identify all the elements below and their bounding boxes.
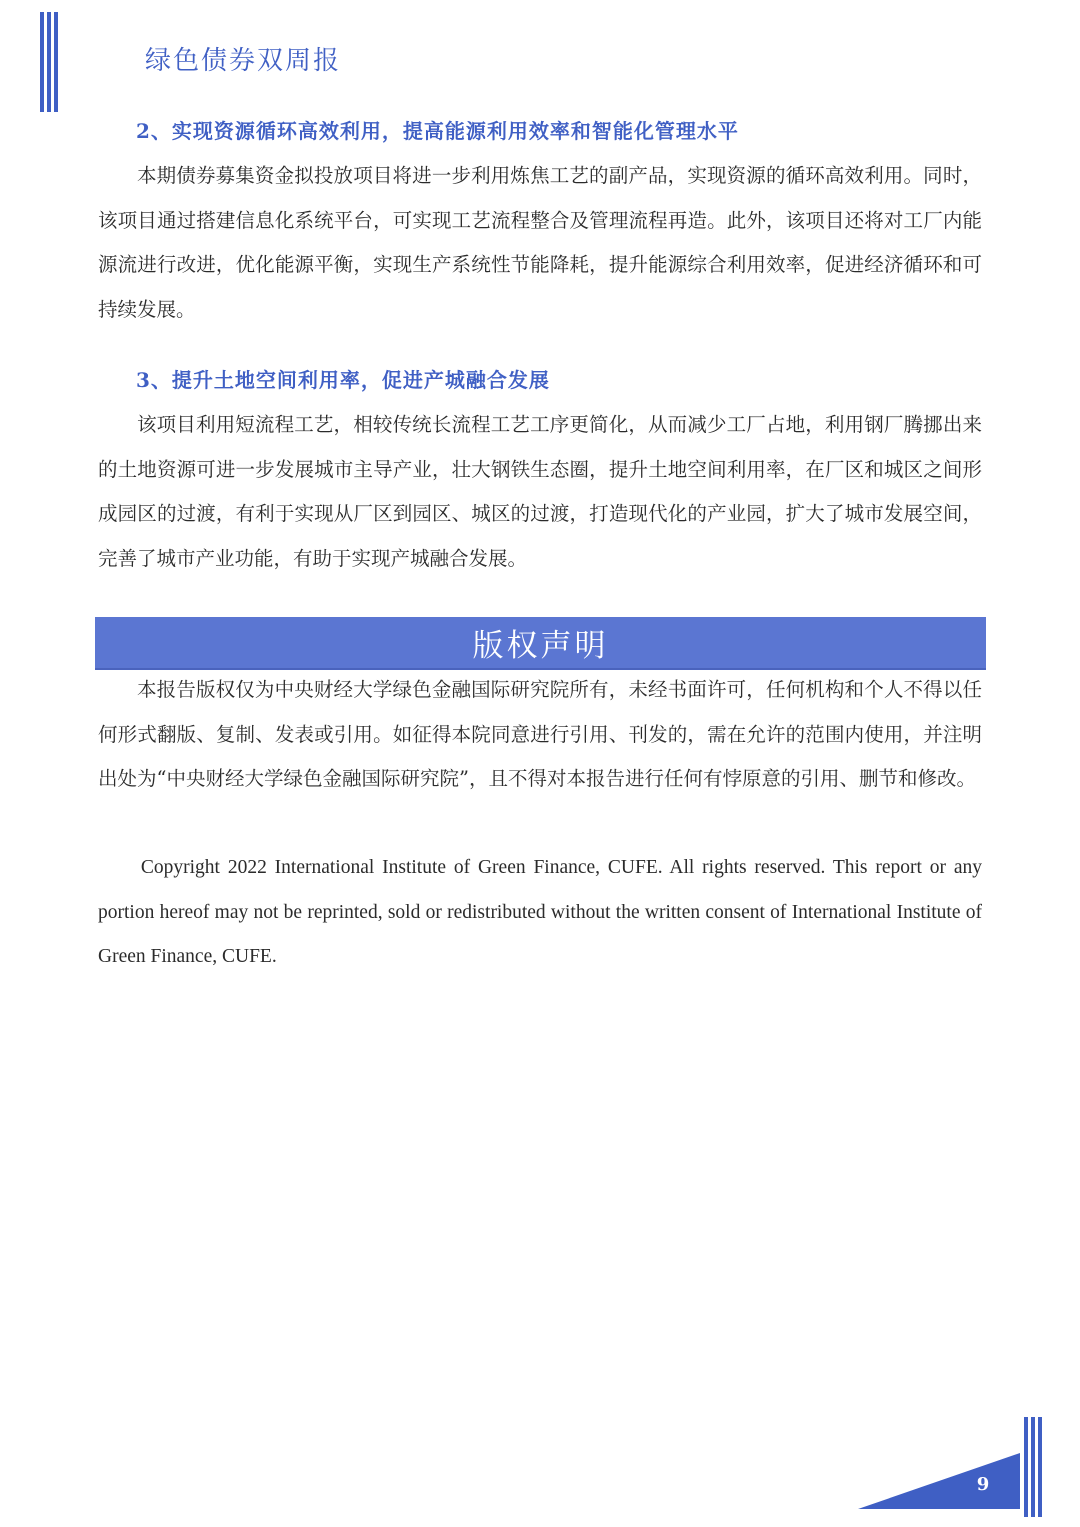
copyright-banner-title: 版权声明	[472, 628, 609, 664]
copyright-statement-en: Copyright 2022 International Institute of Green Finance, CUFE. All rights reserved. This report or any portion hereof may not be reprinted, sold or redistributed without the written consent of International Institute of Green Finance, CUFE.	[98, 857, 982, 967]
footer-decorative-bars	[1024, 1417, 1046, 1517]
copyright-banner	[95, 617, 986, 670]
footer-triangle-decoration	[858, 1453, 1020, 1509]
header-decorative-bars	[40, 12, 64, 112]
section-heading-3: 3、提升土地空间利用率，促进产城融合发展	[136, 368, 550, 392]
section-paragraph-3: 该项目利用短流程工艺，相较传统长流程工艺工序更简化，从而减少工厂占地，利用钢厂腾挪出来的土地资源可进一步发展城市主导产业，壮大钢铁生态圈，提升土地空间利用率，在厂区和城区之间形成园区的过渡，有利于实现从厂区到园区、城区的过渡，打造现代化的产业园，扩大了城市发展空间，完善了城市产业功能，有助于实现产城融合发展。	[98, 413, 982, 570]
section-paragraph-2: 本期债券募集资金拟投放项目将进一步利用炼焦工艺的副产品，实现资源的循环高效利用。同时，该项目通过搭建信息化系统平台，可实现工艺流程整合及管理流程再造。此外，该项目还将对工厂内能源流进行改进，优化能源平衡，实现生产系统性节能降耗，提升能源综合利用效率，促进经济循环和可持续发展。	[98, 164, 982, 321]
page-number: 9	[976, 1474, 990, 1495]
section-heading-2: 2、实现资源循环高效利用，提高能源利用效率和智能化管理水平	[136, 119, 739, 143]
report-title: 绿色债券双周报	[145, 46, 342, 76]
copyright-statement-cn: 本报告版权仅为中央财经大学绿色金融国际研究院所有，未经书面许可，任何机构和个人不得以任何形式翻版、复制、发表或引用。如征得本院同意进行引用、刊发的，需在允许的范围内使用，并注明出处为“中央财经大学绿色金融国际研究院”，且不得对本报告进行任何有悖原意的引用、删节和修改。	[98, 678, 982, 790]
